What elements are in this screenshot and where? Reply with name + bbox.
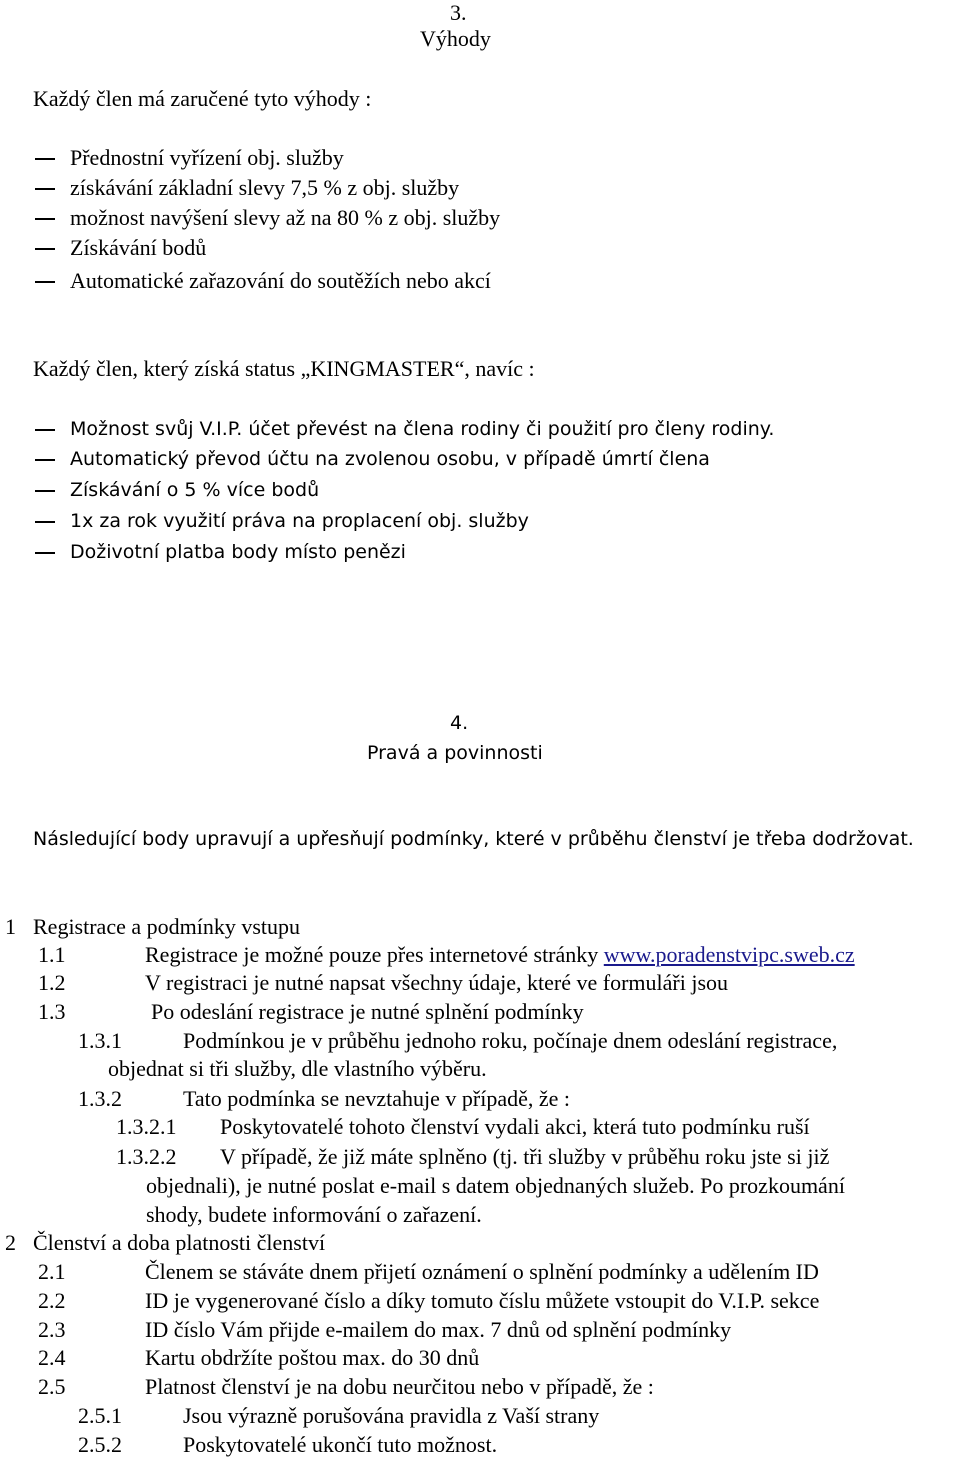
item-text xyxy=(145,942,855,968)
item-number: 2 xyxy=(5,1230,16,1255)
item-text: Registrace a podmínky vstupu xyxy=(33,914,301,939)
dash-bullet xyxy=(35,552,55,554)
item-text: Jsou výrazně porušována pravidla z Vaší strany xyxy=(183,1403,600,1428)
list-item-text: Možnost svůj V.I.P. účet převést na člena rodiny či použití pro členy rodiny. xyxy=(70,418,775,440)
list-item-text: 1x za rok využití práva na proplacení obj. služby xyxy=(70,510,529,532)
item-text-continuation: objednat si tři služby, dle vlastního výběru. xyxy=(108,1056,487,1081)
section-3-intro: Každý člen má zaručené tyto výhody : xyxy=(33,86,372,111)
dash-bullet xyxy=(35,459,55,461)
dash-bullet xyxy=(35,521,55,523)
list-item-text: Získávání o 5 % více bodů xyxy=(70,479,320,501)
dash-bullet xyxy=(35,158,55,160)
dash-bullet xyxy=(35,490,55,492)
section-4-title: Pravá a povinnosti xyxy=(367,742,543,764)
item-number: 1.3.2.2 xyxy=(116,1144,177,1169)
item-number: 2.5.1 xyxy=(78,1403,122,1428)
item-text: Členství a doba platnosti členství xyxy=(33,1230,326,1255)
item-text: V registraci je nutné napsat všechny údaje, které ve formuláři jsou xyxy=(145,970,729,995)
item-number: 1.3.2.1 xyxy=(116,1114,177,1139)
item-text: Podmínkou je v průběhu jednoho roku, počínaje dnem odeslání registrace, xyxy=(183,1028,838,1053)
item-text: Platnost členství je na dobu neurčitou nebo v případě, že : xyxy=(145,1374,654,1399)
item-number: 1 xyxy=(5,914,16,939)
item-text-main: Registrace je možné pouze přes internetové stránky xyxy=(145,942,604,967)
item-text-continuation: objednali), je nutné poslat e-mail s datem objednaných služeb. Po prozkoumání xyxy=(146,1173,845,1198)
dash-bullet xyxy=(35,248,55,250)
item-number: 2.4 xyxy=(38,1345,66,1370)
item-number: 1.3.2 xyxy=(78,1086,122,1111)
item-text: Kartu obdržíte poštou max. do 30 dnů xyxy=(145,1345,480,1370)
item-number: 2.5 xyxy=(38,1374,66,1399)
list-item-text: Automatický převod účtu na zvolenou osobu, v případě úmrtí člena xyxy=(70,448,710,470)
dash-bullet xyxy=(35,188,55,190)
item-text-continuation: shody, budete informování o zařazení. xyxy=(146,1202,482,1227)
list-item-text: získávání základní slevy 7,5 % z obj. služby xyxy=(70,175,460,200)
list-item-text: Získávání bodů xyxy=(70,235,207,260)
list-item-text: Přednostní vyřízení obj. služby xyxy=(70,145,344,170)
website-link[interactable]: www.poradenstvipc.sweb.cz xyxy=(603,942,855,967)
kingmaster-intro: Každý člen, který získá status „KINGMASTER“, navíc : xyxy=(33,356,535,381)
item-text: Tato podmínka se nevztahuje v případě, že : xyxy=(183,1086,570,1111)
dash-bullet xyxy=(35,429,55,431)
item-number: 1.3.1 xyxy=(78,1028,122,1053)
item-number: 1.1 xyxy=(38,942,66,967)
item-number: 2.2 xyxy=(38,1288,66,1313)
item-number: 2.5.2 xyxy=(78,1432,122,1457)
section-3-title: Výhody xyxy=(420,26,491,51)
item-number: 2.1 xyxy=(38,1259,66,1284)
item-text: ID je vygenerované číslo a díky tomuto číslu můžete vstoupit do V.I.P. sekce xyxy=(145,1288,820,1313)
item-text: Členem se stáváte dnem přijetí oznámení o splnění podmínky a udělením ID xyxy=(145,1259,819,1284)
list-item-text: Doživotní platba body místo penězi xyxy=(70,541,406,563)
item-text: Po odeslání registrace je nutné splnění podmínky xyxy=(151,999,584,1024)
list-item-text: Automatické zařazování do soutěžích nebo akcí xyxy=(70,268,491,293)
dash-bullet xyxy=(35,218,55,220)
item-number: 1.3 xyxy=(38,999,66,1024)
section-4-intro: Následující body upravují a upřesňují podmínky, které v průběhu členství je třeba dodržovat. xyxy=(33,828,914,850)
dash-bullet xyxy=(35,281,55,283)
section-4-number: 4. xyxy=(450,712,469,734)
item-text: V případě, že již máte splněno (tj. tři služby v průběhu roku jste si již xyxy=(220,1144,830,1169)
item-number: 1.2 xyxy=(38,970,66,995)
item-text: Poskytovatelé tohoto členství vydali akci, která tuto podmínku ruší xyxy=(220,1114,810,1139)
item-text: Poskytovatelé ukončí tuto možnost. xyxy=(183,1432,498,1457)
item-number: 2.3 xyxy=(38,1317,66,1342)
list-item-text: možnost navýšení slevy až na 80 % z obj. služby xyxy=(70,205,501,230)
item-text: ID číslo Vám přijde e-mailem do max. 7 dnů od splnění podmínky xyxy=(145,1317,732,1342)
section-3-number: 3. xyxy=(450,0,467,25)
